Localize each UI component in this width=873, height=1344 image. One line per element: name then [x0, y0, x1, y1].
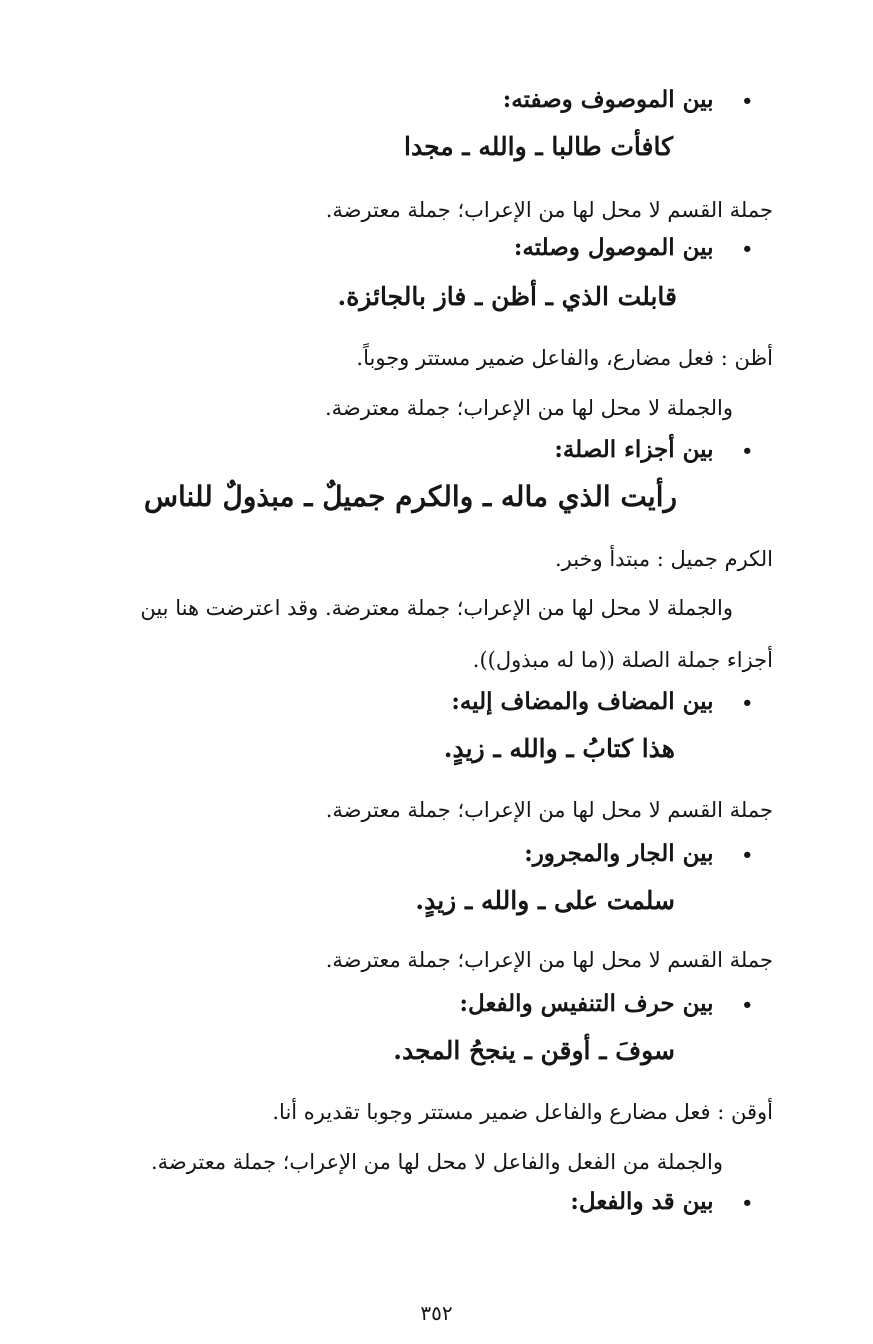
- example-sentence: سوفَ ـ أوقن ـ ينجحُ المجد.: [393, 1036, 675, 1065]
- bullet-heading: •بين الموصول وصلته:: [513, 234, 753, 261]
- text-line: أوقن : فعل مضارع والفاعل ضمير مستتر وجوبا تقديره أنا.: [272, 1100, 773, 1124]
- example-sentence: قابلت الذي ـ أظن ـ فاز بالجائزة.: [337, 282, 677, 311]
- text-line: جملة القسم لا محل لها من الإعراب؛ جملة معترضة.: [325, 198, 773, 222]
- bullet-icon: •: [741, 693, 753, 714]
- text-line: جملة القسم لا محل لها من الإعراب؛ جملة معترضة.: [325, 948, 773, 972]
- text-line: والجملة من الفعل والفاعل لا محل لها من الإعراب؛ جملة معترضة.: [151, 1150, 723, 1174]
- bullet-heading: •بين أجزاء الصلة:: [554, 436, 753, 463]
- text-line: والجملة لا محل لها من الإعراب؛ جملة معترضة.: [324, 396, 733, 420]
- bullet-icon: •: [741, 91, 753, 112]
- example-sentence: هذا كتابُ ـ والله ـ زيدٍ.: [443, 734, 675, 763]
- bullet-heading: •بين الجار والمجرور:: [524, 840, 753, 867]
- text-line: والجملة لا محل لها من الإعراب؛ جملة معترضة. وقد اعترضت هنا بين: [140, 596, 733, 620]
- text-line: أجزاء جملة الصلة ((ما له مبذول)).: [472, 648, 773, 672]
- text-line: الكرم جميل : مبتدأ وخبر.: [554, 547, 773, 571]
- bullet-heading: •بين المضاف والمضاف إليه:: [451, 688, 753, 715]
- bullet-heading: •بين قد والفعل:: [570, 1188, 753, 1215]
- bullet-icon: •: [741, 995, 753, 1016]
- bullet-icon: •: [741, 1193, 753, 1214]
- page-number: ٣٥٢: [420, 1301, 453, 1325]
- text-line: جملة القسم لا محل لها من الإعراب؛ جملة معترضة.: [325, 798, 773, 822]
- bullet-heading: •بين حرف التنفيس والفعل:: [459, 990, 753, 1017]
- bullet-icon: •: [741, 845, 753, 866]
- text-line: أظن : فعل مضارع، والفاعل ضمير مستتر وجوباً.: [356, 346, 773, 370]
- bullet-heading: •بين الموصوف وصفته:: [502, 86, 753, 113]
- example-sentence: رأيت الذي ماله ـ والكرم جميلٌ ـ مبذولٌ للناس: [143, 480, 677, 513]
- bullet-icon: •: [741, 239, 753, 260]
- example-sentence: سلمت على ـ والله ـ زيدٍ.: [415, 886, 675, 915]
- example-sentence: كافأت طالبا ـ والله ـ مجدا: [404, 132, 673, 161]
- bullet-icon: •: [741, 441, 753, 462]
